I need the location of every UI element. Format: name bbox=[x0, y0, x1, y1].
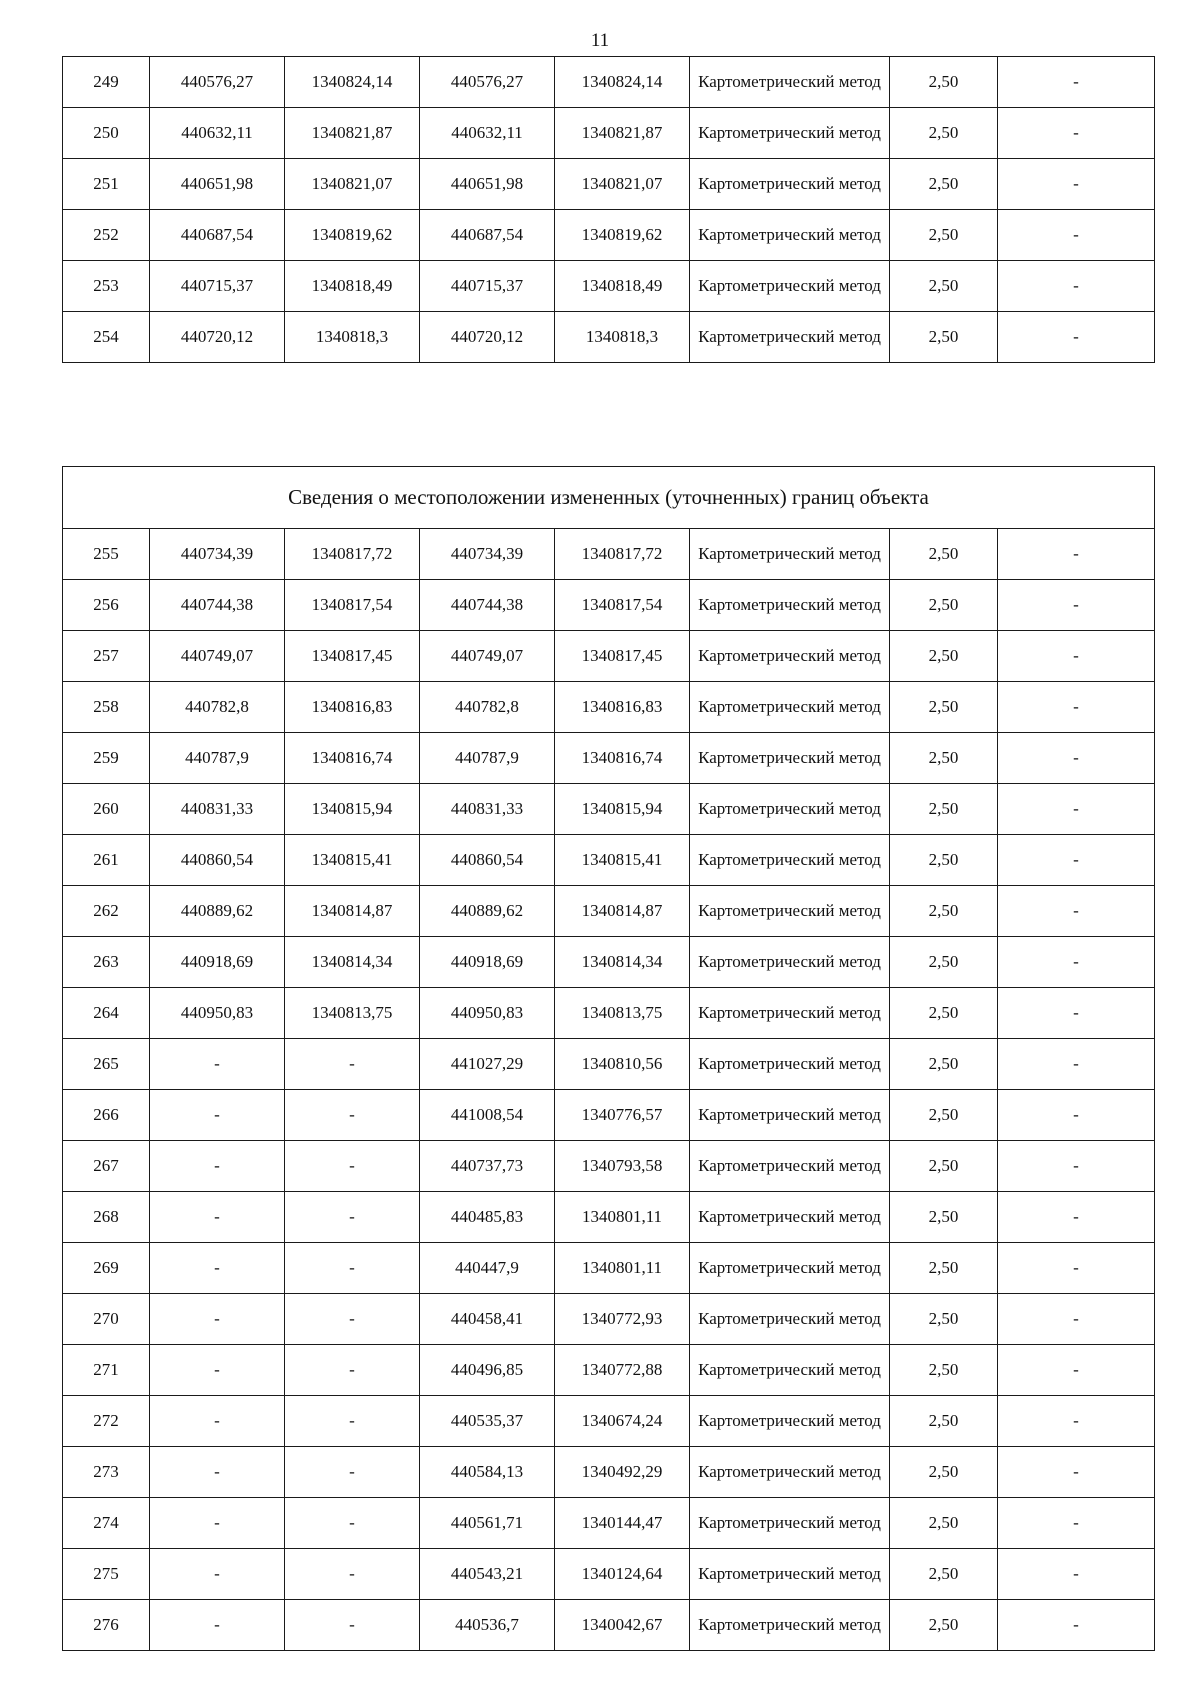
existing-y-cell: 1340814,87 bbox=[285, 886, 420, 937]
existing-y-cell: 1340814,34 bbox=[285, 937, 420, 988]
table-row bbox=[63, 580, 1155, 631]
point-number-cell: 262 bbox=[63, 886, 150, 937]
point-number-cell: 255 bbox=[63, 529, 150, 580]
point-number-cell: 257 bbox=[63, 631, 150, 682]
existing-y-cell: 1340824,14 bbox=[285, 57, 420, 108]
existing-x-cell: 440651,98 bbox=[150, 159, 285, 210]
accuracy-cell: 2,50 bbox=[890, 1192, 998, 1243]
point-number-cell: 253 bbox=[63, 261, 150, 312]
description-cell: - bbox=[998, 580, 1155, 631]
existing-x-cell: - bbox=[150, 1549, 285, 1600]
coordinates-table-body bbox=[63, 57, 1155, 363]
table-row bbox=[63, 1600, 1155, 1651]
point-number-cell: 273 bbox=[63, 1447, 150, 1498]
accuracy-cell: 2,50 bbox=[890, 1243, 998, 1294]
description-cell: - bbox=[998, 1039, 1155, 1090]
table-row bbox=[63, 1039, 1155, 1090]
section-caption: Сведения о местоположении измененных (уточненных) границ объекта bbox=[63, 467, 1155, 529]
table-row bbox=[63, 886, 1155, 937]
existing-y-cell: - bbox=[285, 1192, 420, 1243]
point-number-cell: 267 bbox=[63, 1141, 150, 1192]
accuracy-cell: 2,50 bbox=[890, 1447, 998, 1498]
updated-x-cell: 440744,38 bbox=[420, 580, 555, 631]
method-cell: Картометрический метод bbox=[690, 1447, 890, 1498]
accuracy-cell: 2,50 bbox=[890, 580, 998, 631]
existing-x-cell: 440715,37 bbox=[150, 261, 285, 312]
existing-y-cell: - bbox=[285, 1396, 420, 1447]
description-cell: - bbox=[998, 1345, 1155, 1396]
table-row bbox=[63, 1294, 1155, 1345]
method-cell: Картометрический метод bbox=[690, 784, 890, 835]
existing-x-cell: 440889,62 bbox=[150, 886, 285, 937]
description-cell: - bbox=[998, 937, 1155, 988]
method-cell: Картометрический метод bbox=[690, 261, 890, 312]
updated-x-cell: 440918,69 bbox=[420, 937, 555, 988]
description-cell: - bbox=[998, 835, 1155, 886]
table-row bbox=[63, 1345, 1155, 1396]
accuracy-cell: 2,50 bbox=[890, 57, 998, 108]
description-cell: - bbox=[998, 1141, 1155, 1192]
method-cell: Картометрический метод bbox=[690, 159, 890, 210]
table-row bbox=[63, 108, 1155, 159]
existing-y-cell: 1340815,94 bbox=[285, 784, 420, 835]
description-cell: - bbox=[998, 108, 1155, 159]
updated-x-cell: 440787,9 bbox=[420, 733, 555, 784]
description-cell: - bbox=[998, 1498, 1155, 1549]
method-cell: Картометрический метод bbox=[690, 1396, 890, 1447]
existing-y-cell: 1340815,41 bbox=[285, 835, 420, 886]
method-cell: Картометрический метод bbox=[690, 108, 890, 159]
updated-x-cell: 440831,33 bbox=[420, 784, 555, 835]
point-number-cell: 258 bbox=[63, 682, 150, 733]
description-cell: - bbox=[998, 159, 1155, 210]
existing-y-cell: - bbox=[285, 1447, 420, 1498]
existing-y-cell: - bbox=[285, 1243, 420, 1294]
description-cell: - bbox=[998, 784, 1155, 835]
existing-y-cell: 1340817,54 bbox=[285, 580, 420, 631]
existing-x-cell: 440749,07 bbox=[150, 631, 285, 682]
existing-y-cell: 1340817,45 bbox=[285, 631, 420, 682]
existing-x-cell: - bbox=[150, 1600, 285, 1651]
existing-x-cell: 440831,33 bbox=[150, 784, 285, 835]
table-row bbox=[63, 835, 1155, 886]
accuracy-cell: 2,50 bbox=[890, 682, 998, 733]
table-row bbox=[63, 1447, 1155, 1498]
method-cell: Картометрический метод bbox=[690, 1345, 890, 1396]
existing-x-cell: 440787,9 bbox=[150, 733, 285, 784]
point-number-cell: 268 bbox=[63, 1192, 150, 1243]
updated-y-cell: 1340772,93 bbox=[555, 1294, 690, 1345]
existing-y-cell: - bbox=[285, 1345, 420, 1396]
existing-y-cell: - bbox=[285, 1090, 420, 1141]
updated-y-cell: 1340814,34 bbox=[555, 937, 690, 988]
accuracy-cell: 2,50 bbox=[890, 733, 998, 784]
description-cell: - bbox=[998, 1549, 1155, 1600]
existing-x-cell: 440950,83 bbox=[150, 988, 285, 1039]
method-cell: Картометрический метод bbox=[690, 1090, 890, 1141]
updated-y-cell: 1340816,74 bbox=[555, 733, 690, 784]
method-cell: Картометрический метод bbox=[690, 631, 890, 682]
description-cell: - bbox=[998, 57, 1155, 108]
point-number-cell: 260 bbox=[63, 784, 150, 835]
method-cell: Картометрический метод bbox=[690, 580, 890, 631]
updated-x-cell: 440687,54 bbox=[420, 210, 555, 261]
existing-x-cell: - bbox=[150, 1498, 285, 1549]
updated-x-cell: 440458,41 bbox=[420, 1294, 555, 1345]
method-cell: Картометрический метод bbox=[690, 886, 890, 937]
description-cell: - bbox=[998, 210, 1155, 261]
updated-y-cell: 1340144,47 bbox=[555, 1498, 690, 1549]
updated-x-cell: 440715,37 bbox=[420, 261, 555, 312]
existing-y-cell: 1340818,3 bbox=[285, 312, 420, 363]
updated-y-cell: 1340817,72 bbox=[555, 529, 690, 580]
table-row bbox=[63, 57, 1155, 108]
point-number-cell: 251 bbox=[63, 159, 150, 210]
method-cell: Картометрический метод bbox=[690, 937, 890, 988]
updated-y-cell: 1340813,75 bbox=[555, 988, 690, 1039]
point-number-cell: 265 bbox=[63, 1039, 150, 1090]
existing-x-cell: - bbox=[150, 1243, 285, 1294]
accuracy-cell: 2,50 bbox=[890, 159, 998, 210]
existing-y-cell: 1340821,87 bbox=[285, 108, 420, 159]
method-cell: Картометрический метод bbox=[690, 1141, 890, 1192]
existing-x-cell: 440576,27 bbox=[150, 57, 285, 108]
accuracy-cell: 2,50 bbox=[890, 784, 998, 835]
updated-y-cell: 1340821,87 bbox=[555, 108, 690, 159]
updated-x-cell: 440734,39 bbox=[420, 529, 555, 580]
table-row bbox=[63, 1141, 1155, 1192]
existing-x-cell: 440782,8 bbox=[150, 682, 285, 733]
point-number-cell: 256 bbox=[63, 580, 150, 631]
description-cell: - bbox=[998, 312, 1155, 363]
accuracy-cell: 2,50 bbox=[890, 529, 998, 580]
accuracy-cell: 2,50 bbox=[890, 1039, 998, 1090]
updated-x-cell: 441027,29 bbox=[420, 1039, 555, 1090]
updated-y-cell: 1340816,83 bbox=[555, 682, 690, 733]
method-cell: Картометрический метод bbox=[690, 1600, 890, 1651]
table-row bbox=[63, 261, 1155, 312]
existing-x-cell: 440720,12 bbox=[150, 312, 285, 363]
accuracy-cell: 2,50 bbox=[890, 1294, 998, 1345]
updated-y-cell: 1340042,67 bbox=[555, 1600, 690, 1651]
point-number-cell: 275 bbox=[63, 1549, 150, 1600]
method-cell: Картометрический метод bbox=[690, 1498, 890, 1549]
existing-y-cell: 1340818,49 bbox=[285, 261, 420, 312]
method-cell: Картометрический метод bbox=[690, 1294, 890, 1345]
accuracy-cell: 2,50 bbox=[890, 108, 998, 159]
updated-x-cell: 440889,62 bbox=[420, 886, 555, 937]
updated-x-cell: 440632,11 bbox=[420, 108, 555, 159]
updated-y-cell: 1340821,07 bbox=[555, 159, 690, 210]
description-cell: - bbox=[998, 1192, 1155, 1243]
updated-y-cell: 1340819,62 bbox=[555, 210, 690, 261]
method-cell: Картометрический метод bbox=[690, 835, 890, 886]
point-number-cell: 276 bbox=[63, 1600, 150, 1651]
existing-y-cell: 1340813,75 bbox=[285, 988, 420, 1039]
point-number-cell: 259 bbox=[63, 733, 150, 784]
point-number-cell: 249 bbox=[63, 57, 150, 108]
updated-x-cell: 440749,07 bbox=[420, 631, 555, 682]
method-cell: Картометрический метод bbox=[690, 529, 890, 580]
updated-x-cell: 440651,98 bbox=[420, 159, 555, 210]
table-row bbox=[63, 937, 1155, 988]
method-cell: Картометрический метод bbox=[690, 312, 890, 363]
method-cell: Картометрический метод bbox=[690, 988, 890, 1039]
table-row bbox=[63, 1192, 1155, 1243]
updated-x-cell: 440561,71 bbox=[420, 1498, 555, 1549]
updated-y-cell: 1340801,11 bbox=[555, 1243, 690, 1294]
updated-y-cell: 1340815,41 bbox=[555, 835, 690, 886]
description-cell: - bbox=[998, 1294, 1155, 1345]
method-cell: Картометрический метод bbox=[690, 733, 890, 784]
description-cell: - bbox=[998, 1090, 1155, 1141]
accuracy-cell: 2,50 bbox=[890, 1090, 998, 1141]
existing-x-cell: - bbox=[150, 1141, 285, 1192]
updated-y-cell: 1340810,56 bbox=[555, 1039, 690, 1090]
method-cell: Картометрический метод bbox=[690, 1243, 890, 1294]
updated-x-cell: 440536,7 bbox=[420, 1600, 555, 1651]
point-number-cell: 266 bbox=[63, 1090, 150, 1141]
table-row bbox=[63, 159, 1155, 210]
point-number-cell: 252 bbox=[63, 210, 150, 261]
updated-y-cell: 1340674,24 bbox=[555, 1396, 690, 1447]
table-row bbox=[63, 1396, 1155, 1447]
updated-x-cell: 440737,73 bbox=[420, 1141, 555, 1192]
point-number-cell: 254 bbox=[63, 312, 150, 363]
accuracy-cell: 2,50 bbox=[890, 1396, 998, 1447]
method-cell: Картометрический метод bbox=[690, 682, 890, 733]
description-cell: - bbox=[998, 682, 1155, 733]
existing-x-cell: - bbox=[150, 1396, 285, 1447]
table-row bbox=[63, 631, 1155, 682]
updated-y-cell: 1340772,88 bbox=[555, 1345, 690, 1396]
point-number-cell: 272 bbox=[63, 1396, 150, 1447]
description-cell: - bbox=[998, 631, 1155, 682]
point-number-cell: 261 bbox=[63, 835, 150, 886]
table-row bbox=[63, 210, 1155, 261]
updated-x-cell: 440535,37 bbox=[420, 1396, 555, 1447]
coordinates-table-continued bbox=[62, 56, 1155, 363]
updated-x-cell: 440447,9 bbox=[420, 1243, 555, 1294]
updated-x-cell: 440584,13 bbox=[420, 1447, 555, 1498]
existing-x-cell: - bbox=[150, 1192, 285, 1243]
existing-x-cell: 440860,54 bbox=[150, 835, 285, 886]
existing-x-cell: 440744,38 bbox=[150, 580, 285, 631]
existing-y-cell: 1340819,62 bbox=[285, 210, 420, 261]
table-row bbox=[63, 988, 1155, 1039]
existing-y-cell: 1340816,74 bbox=[285, 733, 420, 784]
updated-y-cell: 1340817,54 bbox=[555, 580, 690, 631]
accuracy-cell: 2,50 bbox=[890, 210, 998, 261]
point-number-cell: 263 bbox=[63, 937, 150, 988]
changed-boundaries-table-body bbox=[63, 467, 1155, 1651]
accuracy-cell: 2,50 bbox=[890, 835, 998, 886]
existing-y-cell: 1340817,72 bbox=[285, 529, 420, 580]
accuracy-cell: 2,50 bbox=[890, 937, 998, 988]
existing-x-cell: 440734,39 bbox=[150, 529, 285, 580]
updated-y-cell: 1340818,49 bbox=[555, 261, 690, 312]
updated-y-cell: 1340815,94 bbox=[555, 784, 690, 835]
method-cell: Картометрический метод bbox=[690, 1039, 890, 1090]
point-number-cell: 264 bbox=[63, 988, 150, 1039]
method-cell: Картометрический метод bbox=[690, 57, 890, 108]
accuracy-cell: 2,50 bbox=[890, 1141, 998, 1192]
point-number-cell: 269 bbox=[63, 1243, 150, 1294]
existing-x-cell: - bbox=[150, 1039, 285, 1090]
existing-y-cell: - bbox=[285, 1498, 420, 1549]
accuracy-cell: 2,50 bbox=[890, 886, 998, 937]
existing-y-cell: - bbox=[285, 1549, 420, 1600]
point-number-cell: 250 bbox=[63, 108, 150, 159]
description-cell: - bbox=[998, 1396, 1155, 1447]
table-row bbox=[63, 733, 1155, 784]
point-number-cell: 274 bbox=[63, 1498, 150, 1549]
existing-x-cell: - bbox=[150, 1294, 285, 1345]
existing-y-cell: - bbox=[285, 1039, 420, 1090]
table-row bbox=[63, 682, 1155, 733]
existing-x-cell: 440918,69 bbox=[150, 937, 285, 988]
accuracy-cell: 2,50 bbox=[890, 631, 998, 682]
existing-x-cell: - bbox=[150, 1447, 285, 1498]
description-cell: - bbox=[998, 733, 1155, 784]
section-caption-row bbox=[63, 467, 1155, 529]
updated-y-cell: 1340492,29 bbox=[555, 1447, 690, 1498]
updated-y-cell: 1340793,58 bbox=[555, 1141, 690, 1192]
page-number: 11 bbox=[590, 30, 610, 51]
updated-x-cell: 440720,12 bbox=[420, 312, 555, 363]
existing-x-cell: - bbox=[150, 1345, 285, 1396]
updated-x-cell: 440543,21 bbox=[420, 1549, 555, 1600]
existing-x-cell: 440687,54 bbox=[150, 210, 285, 261]
description-cell: - bbox=[998, 886, 1155, 937]
existing-y-cell: - bbox=[285, 1141, 420, 1192]
existing-y-cell: - bbox=[285, 1600, 420, 1651]
method-cell: Картометрический метод bbox=[690, 1192, 890, 1243]
updated-y-cell: 1340824,14 bbox=[555, 57, 690, 108]
accuracy-cell: 2,50 bbox=[890, 1600, 998, 1651]
existing-x-cell: - bbox=[150, 1090, 285, 1141]
existing-y-cell: - bbox=[285, 1294, 420, 1345]
description-cell: - bbox=[998, 1243, 1155, 1294]
description-cell: - bbox=[998, 988, 1155, 1039]
table-row bbox=[63, 784, 1155, 835]
updated-x-cell: 440496,85 bbox=[420, 1345, 555, 1396]
table-row bbox=[63, 1549, 1155, 1600]
updated-y-cell: 1340124,64 bbox=[555, 1549, 690, 1600]
updated-y-cell: 1340817,45 bbox=[555, 631, 690, 682]
updated-x-cell: 441008,54 bbox=[420, 1090, 555, 1141]
table-row bbox=[63, 312, 1155, 363]
existing-y-cell: 1340816,83 bbox=[285, 682, 420, 733]
updated-x-cell: 440485,83 bbox=[420, 1192, 555, 1243]
table-row bbox=[63, 1090, 1155, 1141]
updated-x-cell: 440782,8 bbox=[420, 682, 555, 733]
existing-y-cell: 1340821,07 bbox=[285, 159, 420, 210]
description-cell: - bbox=[998, 261, 1155, 312]
table-row bbox=[63, 529, 1155, 580]
updated-x-cell: 440950,83 bbox=[420, 988, 555, 1039]
existing-x-cell: 440632,11 bbox=[150, 108, 285, 159]
updated-y-cell: 1340801,11 bbox=[555, 1192, 690, 1243]
updated-x-cell: 440576,27 bbox=[420, 57, 555, 108]
description-cell: - bbox=[998, 1600, 1155, 1651]
accuracy-cell: 2,50 bbox=[890, 312, 998, 363]
updated-y-cell: 1340776,57 bbox=[555, 1090, 690, 1141]
updated-y-cell: 1340814,87 bbox=[555, 886, 690, 937]
description-cell: - bbox=[998, 529, 1155, 580]
method-cell: Картометрический метод bbox=[690, 1549, 890, 1600]
updated-x-cell: 440860,54 bbox=[420, 835, 555, 886]
description-cell: - bbox=[998, 1447, 1155, 1498]
table-row bbox=[63, 1243, 1155, 1294]
accuracy-cell: 2,50 bbox=[890, 1498, 998, 1549]
changed-boundaries-table bbox=[62, 466, 1155, 1651]
accuracy-cell: 2,50 bbox=[890, 1345, 998, 1396]
point-number-cell: 270 bbox=[63, 1294, 150, 1345]
accuracy-cell: 2,50 bbox=[890, 1549, 998, 1600]
point-number-cell: 271 bbox=[63, 1345, 150, 1396]
table-row bbox=[63, 1498, 1155, 1549]
updated-y-cell: 1340818,3 bbox=[555, 312, 690, 363]
accuracy-cell: 2,50 bbox=[890, 261, 998, 312]
accuracy-cell: 2,50 bbox=[890, 988, 998, 1039]
method-cell: Картометрический метод bbox=[690, 210, 890, 261]
